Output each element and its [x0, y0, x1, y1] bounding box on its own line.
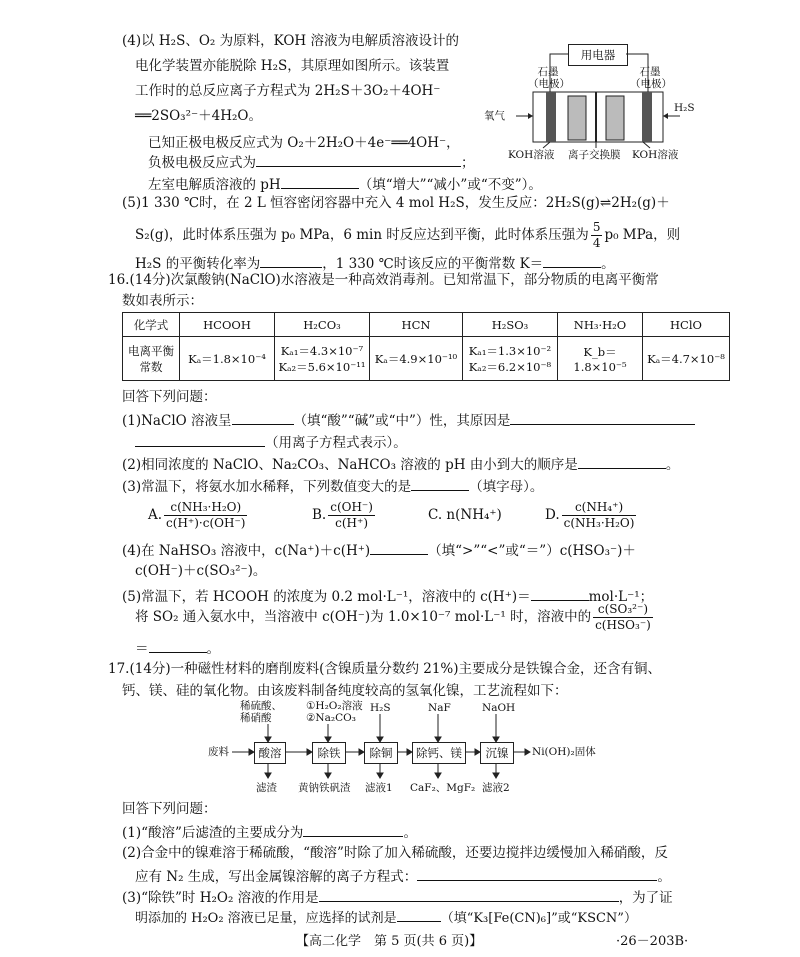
q16-answer-intro: 回答下列问题：	[122, 389, 217, 405]
option-b-fraction	[328, 500, 375, 531]
reagent-naf: NaF	[428, 702, 451, 714]
q16-intro-line2: 数如表所示：	[122, 293, 203, 309]
q15-p5-line3	[135, 253, 615, 273]
output-product: Ni(OH)₂固体	[532, 746, 596, 758]
left-gas-label: 氧气	[484, 110, 505, 122]
answer-blank[interactable]	[417, 866, 657, 881]
table-cell	[180, 337, 275, 381]
q17-text: 。	[403, 825, 417, 841]
q16-p5-line2	[135, 598, 655, 636]
waste-filtrate2: 滤液2	[482, 782, 510, 794]
q16-text: (3)常温下，将氨水加水稀释，下列数值变大的是	[122, 479, 412, 495]
answer-blank[interactable]	[411, 476, 469, 491]
cell-value: Kₐ＝4.9×10⁻¹⁰	[374, 351, 458, 366]
q15-p4-line7	[148, 174, 542, 194]
reagent-h2o2: ①H₂O₂溶液	[306, 700, 363, 712]
answer-blank[interactable]	[510, 410, 695, 425]
q17-text: 。	[657, 869, 671, 885]
q16-text: （填字母）。	[469, 479, 544, 495]
cell-value: Kₐ₂＝6.2×10⁻⁸	[468, 359, 552, 374]
waste-jarosite: 黄钠铁矾渣	[298, 782, 351, 794]
reagent-acid-2: 稀硝酸	[240, 712, 272, 724]
table-cell	[463, 337, 558, 381]
q16-text: （用离子方程式表示）。	[265, 435, 407, 451]
q17-text: （填“K₃[Fe(CN)₆]”或“KSCN”）	[440, 911, 637, 926]
q15-p5-line2	[135, 218, 680, 252]
table-header-cell: HCN	[370, 313, 463, 337]
frac-num: c(NH₃·H₂O)	[164, 500, 247, 516]
answer-blank[interactable]	[281, 174, 359, 189]
q17-text: ，为了证	[618, 890, 673, 906]
cell-value: Kₐ₂＝5.6×10⁻¹¹	[278, 359, 366, 374]
q17-text: (1)“酸溶”后滤渣的主要成分为	[122, 825, 304, 841]
q15-p4-line5: 已知正极电极反应式为 O₂＋2H₂O＋4e⁻══4OH⁻，	[148, 135, 460, 151]
answer-blank[interactable]	[397, 907, 441, 922]
bottom-left-label: KOH溶液	[508, 149, 555, 161]
cell-drawing	[488, 44, 688, 162]
table-row-label: 电离平衡常数	[123, 337, 180, 381]
q15-p4-text: （填“增大”“减小”或“不变”）。	[358, 177, 542, 193]
q17-intro-line1: 17.(14分)一种磁性材料的磨削废料(含镍质量分数约 21%)主要成分是铁镍合金，还含有铜、	[108, 661, 662, 677]
q15-p4-text: ；	[461, 155, 475, 171]
frac-num: c(OH⁻)	[330, 500, 373, 514]
q16-text: (4)在 NaHSO₃ 溶液中，c(Na⁺)＋c(H⁺)	[122, 543, 371, 559]
frac-num: c(NH₄⁺)	[562, 500, 637, 516]
q17-p1	[122, 822, 417, 842]
q17-answer-intro: 回答下列问题：	[122, 801, 217, 817]
step-remove-ca-mg: 除钙、镁	[412, 742, 466, 764]
cell-value: Kₐ＝4.7×10⁻⁸	[647, 351, 725, 366]
q16-p4-line2: c(OH⁻)＋c(SO₃²⁻)。	[135, 563, 267, 579]
q17-intro-line2: 钙、镁、硅的氧化物。由该废料制备纯度较高的氢氧化镍，工艺流程如下：	[122, 683, 568, 699]
q15-p4-line3: 工作时的总反应离子方程式为 2H₂S＋3O₂＋4OH⁻	[135, 83, 441, 99]
q17-p2-line1: (2)合金中的镍难溶于稀硫酸，“酸溶”时除了加入稀硫酸，还要边搅拌边缓慢加入稀硝酸，反	[122, 845, 668, 861]
table-cell	[558, 337, 643, 381]
input-waste: 废料	[208, 746, 229, 758]
table-header-cell: H₂CO₃	[275, 313, 370, 337]
q16-text: 将 SO₂ 通入氨水中，当溶液中 c(OH⁻)为 1.0×10⁻⁷ mol·L⁻¹ 时，溶液中的	[135, 609, 592, 625]
waste-residue: 滤渣	[256, 782, 277, 794]
frac-num: 5	[592, 220, 601, 234]
page-footer: 【高二化学 第 5 页(共 6 页)】	[296, 934, 483, 949]
q16-text: (5)常温下，若 HCOOH 的浓度为 0.2 mol·L⁻¹，溶液中的 c(H⁺)＝	[122, 589, 531, 605]
fraction-5-4	[591, 220, 603, 251]
table-header-cell: 化学式	[123, 313, 180, 337]
q15-p5-text: 。	[601, 256, 615, 272]
q17-text: 应有 N₂ 生成，写出金属镍溶解的离子方程式：	[135, 869, 418, 885]
answer-blank[interactable]	[232, 410, 294, 425]
left-electrode-label: 石墨（电极）	[528, 66, 570, 90]
q16-text: （填“酸”“碱”或“中”）性，其原因是	[293, 413, 511, 429]
option-d[interactable]	[545, 496, 638, 534]
frac-den: c(H⁺)·c(OH⁻)	[166, 516, 246, 530]
q17-p3-line2	[135, 907, 637, 928]
device-box: 用电器	[568, 44, 628, 66]
option-label: D.	[545, 507, 560, 523]
q16-text: mol·L⁻¹；	[588, 589, 654, 605]
q15-p5-text: p₀ MPa，则	[604, 227, 681, 243]
reagent-naoh: NaOH	[482, 702, 516, 714]
q17-p3-line1	[122, 887, 673, 907]
bottom-mid-label: 离子交换膜	[568, 149, 621, 161]
frac-den: c(H⁺)	[335, 516, 369, 530]
q16-text: 。	[206, 641, 220, 657]
cell-value: Kₐ₁＝4.3×10⁻⁷	[280, 343, 364, 358]
step-remove-copper: 除铜	[364, 742, 398, 764]
option-d-fraction	[562, 500, 637, 531]
q16-p2	[122, 454, 679, 474]
electrochemical-diagram	[484, 44, 695, 162]
option-label: B.	[312, 507, 327, 523]
q15-p5-text: ，1 330 ℃时该反应的平衡常数 K＝	[322, 256, 544, 272]
reagent-na2co3: ②Na₂CO₃	[306, 712, 356, 724]
table-header-cell: H₂SO₃	[463, 313, 558, 337]
q16-intro-line1: 16.(14分)次氯酸钠(NaClO)水溶液是一种高效消毒剂。已知常温下，部分物质的电离平衡常	[108, 272, 659, 288]
cell-value: K_b＝1.8×10⁻⁵	[573, 344, 627, 374]
table-cell	[643, 337, 730, 381]
answer-blank[interactable]	[149, 638, 207, 653]
q16-text: ＝	[135, 641, 149, 657]
sulfite-ratio-fraction	[593, 602, 653, 633]
q16-p5-line3	[135, 638, 220, 658]
option-label: A.	[148, 507, 163, 523]
ionization-constant-table	[122, 312, 730, 381]
frac-den: c(NH₃·H₂O)	[563, 516, 635, 530]
q16-text: （填“>”“<”或“＝”）c(HSO₃⁻)＋	[428, 543, 636, 559]
answer-blank[interactable]	[319, 887, 619, 902]
q15-p4-line4: ══2SO₃²⁻＋4H₂O。	[135, 108, 262, 124]
answer-blank[interactable]	[370, 540, 428, 555]
q17-text: (3)“除铁”时 H₂O₂ 溶液的作用是	[122, 890, 319, 906]
q17-text: 明添加的 H₂O₂ 溶液已足量，应选择的试剂是	[135, 911, 397, 926]
option-b[interactable]	[312, 496, 377, 534]
q15-p5-text: S₂(g)，此时体系压强为 p₀ MPa，6 min 时反应达到平衡，此时体系压强为	[135, 227, 589, 243]
table-cell	[370, 337, 463, 381]
step-precipitate-ni: 沉镍	[480, 742, 514, 764]
answer-blank[interactable]	[260, 253, 322, 268]
answer-blank[interactable]	[303, 822, 403, 837]
q15-p5-text: H₂S 的平衡转化率为	[135, 256, 261, 272]
reagent-acid: 稀硫酸、	[240, 700, 282, 712]
q15-p4-text: 左室电解质溶液的 pH	[148, 177, 281, 193]
option-c[interactable]: C. n(NH₄⁺)	[428, 507, 502, 523]
answer-blank[interactable]	[543, 253, 601, 268]
paper-code: ·26－203B·	[616, 934, 689, 949]
cell-value: Kₐ＝1.8×10⁻⁴	[188, 351, 266, 366]
answer-blank[interactable]	[578, 454, 666, 469]
q16-p3	[122, 476, 543, 496]
frac-den: 4	[592, 236, 601, 250]
q15-p5-line1: (5)1 330 ℃时，在 2 L 恒容密闭容器中充入 4 mol H₂S，发生反应：2H₂S(g)⇌2H₂(g)＋	[122, 195, 670, 211]
right-gas-label: H₂S	[674, 102, 695, 114]
waste-caf2-mgf2: CaF₂、MgF₂	[410, 782, 476, 794]
bottom-right-label: KOH溶液	[632, 149, 679, 161]
q15-p4-text: 负极电极反应式为	[148, 155, 256, 171]
frac-num: c(SO₃²⁻)	[593, 602, 653, 618]
answer-blank[interactable]	[256, 152, 461, 167]
option-a[interactable]	[148, 496, 249, 534]
process-flowchart	[210, 700, 630, 820]
answer-blank[interactable]	[135, 432, 265, 447]
q17-p2-line2	[135, 866, 671, 886]
reagent-h2s: H₂S	[370, 702, 391, 714]
table-row	[123, 337, 730, 381]
waste-filtrate1: 滤液1	[365, 782, 393, 794]
q16-p1-line2	[135, 432, 407, 452]
table-header-cell: HCOOH	[180, 313, 275, 337]
right-electrode-label: 石墨（电极）	[630, 66, 672, 90]
q15-p4-line1: (4)以 H₂S、O₂ 为原料，KOH 溶液为电解质溶液设计的	[122, 33, 459, 49]
q16-text: 。	[665, 457, 680, 473]
q15-p4-line2: 电化学装置亦能脱除 H₂S，其原理如图所示。该装置	[135, 58, 450, 74]
table-cell	[275, 337, 370, 381]
step-remove-iron: 除铁	[312, 742, 346, 764]
q15-p4-line6	[148, 152, 475, 172]
table-header-cell: HClO	[643, 313, 730, 337]
q16-text: (1)NaClO 溶液呈	[122, 413, 232, 429]
q16-p4-line1	[122, 540, 636, 560]
frac-den: c(HSO₃⁻)	[595, 618, 651, 632]
cell-value: Kₐ₁＝1.3×10⁻²	[468, 343, 552, 358]
table-header-row	[123, 313, 730, 337]
q16-p1-line1	[122, 410, 695, 430]
step-acid-dissolve: 酸溶	[254, 742, 286, 764]
option-a-fraction	[164, 500, 247, 531]
q16-text: (2)相同浓度的 NaClO、Na₂CO₃、NaHCO₃ 溶液的 pH 由小到大的顺序是	[122, 457, 578, 473]
table-header-cell: NH₃·H₂O	[558, 313, 643, 337]
